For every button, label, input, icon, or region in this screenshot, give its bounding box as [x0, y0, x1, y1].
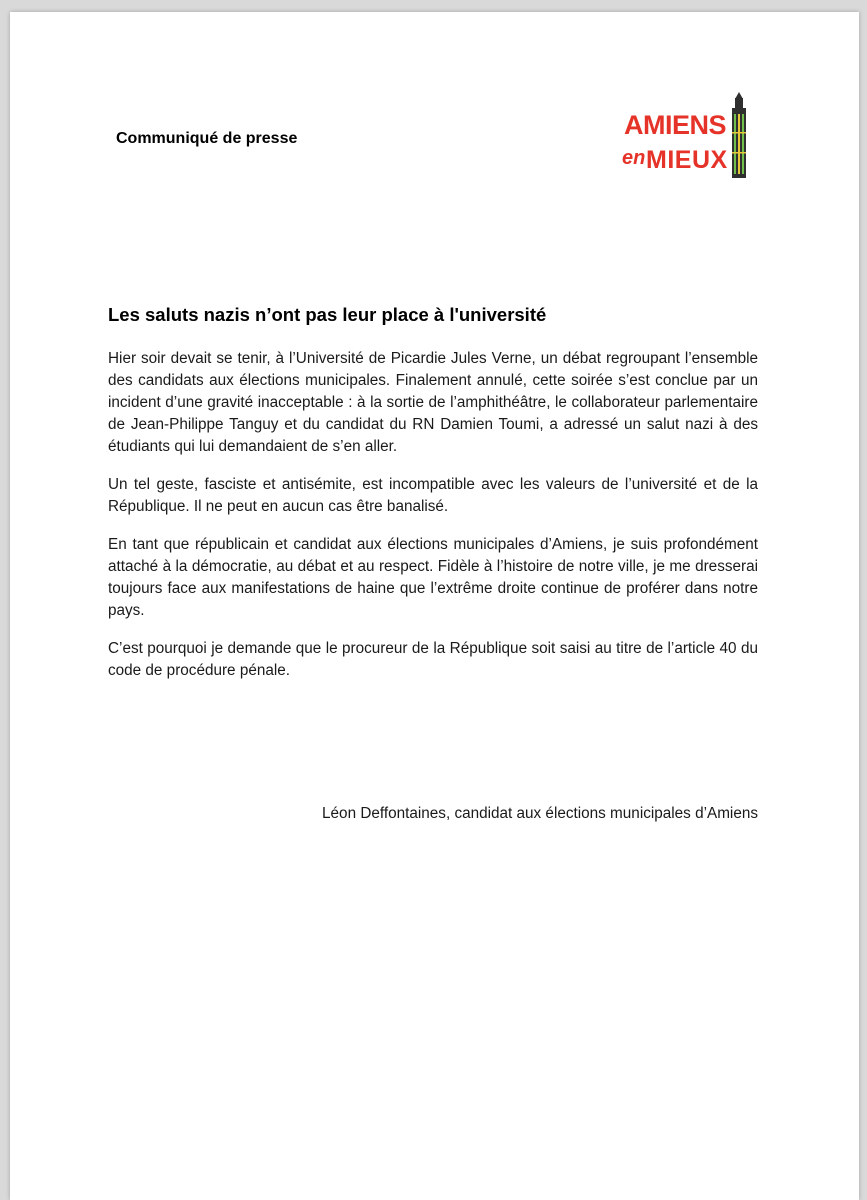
logo-word-amiens: AMIENS: [624, 110, 727, 140]
document-page: [10, 12, 859, 1200]
paragraph: En tant que républicain et candidat aux élections municipales d’Amiens, je suis profondément attaché à la démocratie, au débat et au respect. Fidèle à l’histoire de notre ville, je me dresserai toujours face aux manifestations de haine que l’extrême droite continue de proférer dans notre pays.: [108, 536, 758, 619]
document-body: [108, 348, 758, 698]
paragraph: Un tel geste, fasciste et antisémite, est incompatible avec les valeurs de l’université et de la République. Il ne peut en aucun cas être banalisé.: [108, 476, 758, 515]
signature: Léon Deffontaines, candidat aux élections municipales d’Amiens: [322, 805, 758, 822]
paragraph: Hier soir devait se tenir, à l’Université de Picardie Jules Verne, un débat regroupant l’ensemble des candidats aux élections municipales. Finalement annulé, cette soirée s’est conclue par un incident d’une gravité inacceptable : à la sortie de l’amphithéâtre, le collaborateur parlementaire de Jean-Philippe Tanguy et du candidat du RN Damien Toumi, a adressé un salut nazi à des étudiants qui lui demandaient de s’en aller.: [108, 350, 758, 455]
logo-word-mieux: MIEUX: [646, 146, 728, 174]
page-title: Les saluts nazis n’ont pas leur place à l'université: [108, 304, 547, 325]
logo-word-en: en: [622, 147, 646, 169]
amiens-en-mieux-logo: [618, 92, 758, 184]
tower-icon: [732, 92, 746, 178]
paragraph: C’est pourquoi je demande que le procureur de la République soit saisi au titre de l’article 40 du code de procédure pénale.: [108, 640, 758, 679]
header-label: Communiqué de presse: [116, 130, 298, 147]
